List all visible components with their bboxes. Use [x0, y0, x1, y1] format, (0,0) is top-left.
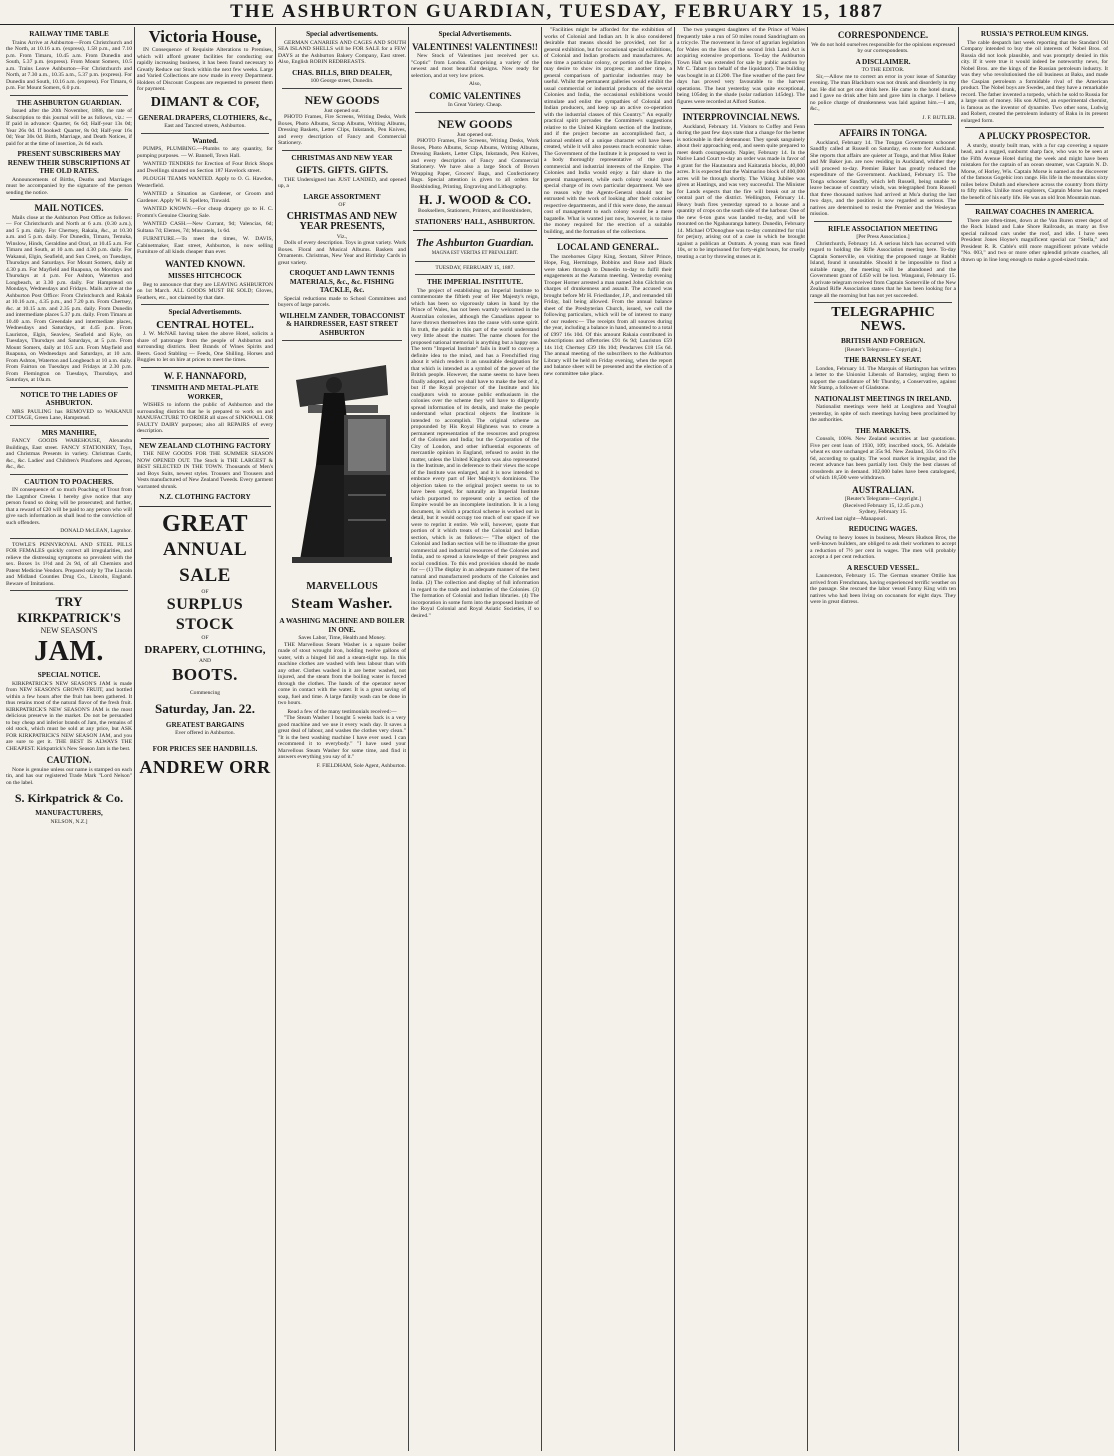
guardian-motto: MAGNA EST VERITAS ET PREVALEBIT. [431, 251, 519, 256]
hannaford-subheading: TINSMITH AND METAL-PLATE WORKER, [151, 384, 259, 401]
present-subscribers-heading: PRESENT SUBSCRIBERS MAY RENEW THEIR SUBSCRIPTIONS AT THE OLD RATES. [7, 150, 131, 175]
manufacturers-label: MANUFACTURERS, [35, 809, 103, 817]
just-opened-label-3: Just opened out. [323, 107, 361, 114]
column-2 [137, 27, 273, 1451]
wanted-cash-ad: WANTED CASH.—New Currant, 9d; Valencias, 6d; Sultana 7d; Elemes, 7d; Muscatels, 1s 6d. [137, 221, 273, 234]
nationalist-text: Nationalist meetings were held at Loughrea and Youghal yesterday, in spite of such meetings having been proclaimed by the authorities. [810, 404, 956, 423]
sole-agent-signature: F. FIELDHAM, Sole Agent, Ashburton. [316, 762, 406, 769]
saturday-date: Saturday, Jan. 22. [154, 700, 256, 716]
column-3 [278, 27, 406, 1451]
correspondence-heading: CORRESPONDENCE. [837, 30, 929, 40]
commencing-label: Commencing [189, 690, 221, 696]
hitchcock-heading: MISSES HITCHCOCK [168, 272, 242, 280]
steam-washer-heading: Steam Washer. [291, 596, 393, 612]
central-hotel-heading: CENTRAL HOTEL. [156, 318, 254, 331]
wanted-tenders-ad: WANTED TENDERS for Erection of Four Brick Shops and Dwellings situated on Section 187 Havelock street. [137, 161, 273, 174]
guardian-subscription-text: Issued after the 20th November, 1886, the rate of Subscription to this journal will be as follows, viz.: — If paid in advance: Quarter, 6s 6d; Half-year 13s 0d; Year 26s 0d. If booked: Quarter, 8s 0d; Half-year 16s 0d; Year 30s 0d. Birth, Marriage, and Death Notices, if paid for at the time of insertion, 2s 6d each. [6, 108, 132, 147]
xmas-heading: CHRISTMAS AND NEW YEAR [291, 153, 393, 162]
manhire-text: FANCY GOODS WAREHOUSE, Alexandra Buildings, East street. FANCY STATIONERY, Toys, and Christmas Presents in variety. Christmas Cards, &c., &c. Ladies' and Children's Pinafores and Aprons, &c., &c. [6, 438, 132, 470]
nz-clothing-factory: N.Z. CLOTHING FACTORY [159, 493, 251, 501]
railway-timetable-heading: RAILWAY TIME TABLE [29, 30, 109, 38]
editorial-dateline: TUESDAY, FEBRUARY 15, 1887. [435, 264, 515, 271]
new-goods-heading-3: NEW GOODS [304, 92, 380, 107]
saves-label: Saves Labor, Time, Health and Money. [298, 635, 386, 641]
plucky-prospector-text: A sturdy, stoutly built man, with a fur cap covering a square head, and a rugged, sunburnt sharp face, who was to be seen at the Fifth Avenue Hotel during the week and might have been mistaken for the captain of an ocean steamer, was Captain N. D. Morse, of Horley, Wis. Captain Morse is named as the discoverer of the famous Gogebic iron range. His life in the mountains sixty miles below Duluth and elsewhere across the country from thirty to fifty miles. Unlike most explorers, Captain Morse has reaped the benefit of his early life. He was an old Iron Mountain man. [961, 142, 1108, 201]
dimant-address: East and Tancred streets, Ashburton. [164, 123, 246, 129]
woman-washing-illustration [286, 345, 398, 575]
viz-label: Viz., [336, 233, 348, 240]
correspondence-note: We do not hold ourselves responsible for the opinions expressed by our correspondents. [811, 41, 955, 54]
arrived-text: Arrived last night—Manapouri. [816, 515, 887, 522]
jam-heading: JAM. [34, 636, 104, 667]
victoria-house-heading: Victoria House, [148, 27, 262, 46]
testimonials-label: Read a few of the many testimonials received:— [287, 708, 397, 715]
imperial-institute-text: The project of establishing an Imperial Institute to commemorate the fiftieth year of Her Majesty's reign, which has been so vigorously taken in hand by the Prince of Wales, has not been warmly welcomed in the Australian colonies, although the Canadians appear to have thrown themselves into the cause with some spirit. In truth, the public in this part of the world understand very little about the matter. The name chosen for the proposed national memorial is anything but a happy one. The term "Imperial Institute" fails in itself to convey a definite idea to the mind, and has a Frenchified ring about it which renders it an unsuitable designation for that which is intended as a symbol of the power of the British people. However, the name seems to have been finally adopted, and we shall have to make the best of it, but if the Royal projector of the Institute and his coadjutors wish to arouse public enthusiasm in the colonies over the scheme they will have to diligently spread information of its details, and make the people understand what practical objects the Institute is intended to accomplish. The original scheme as propounded by His Royal Highness was to create a permanent representation of the resources and progress of the Colonies and India; but the Corporation of the City of London, and other influential exponents of mercantile opinion in England, refused to assist in the matter, unless the United Kingdom was also represented in the Institute, and in deference to their views the scope of the Institute was enlarged, and it is now intended to embrace every part of Her Majesty's dominions. The objection taken to the original project seems to us to have been urged, for naturally an Imperial Institute which purported to represent only a section of the Empire would be an incomplete institution. It is a long document, in which a practical scheme is worked out in detail, but it would occupy too much of our space if we were to reprint it entire. We will, however, quote that portion of it which treats of the Colonial and Indian section, which is as follows:— "The object of the Colonial and Indian section will be to illustrate the great commercial and industrial resources of the Colonies and India, and to spread a knowledge of their progress and social condition. To this end provision should be made for — (1) The display in an adequate manner of the best natural and manufactured products of the Colonies and India. (2) The collection and display of full information in regard to the trade and industries of the Colonies. (3) The formation of Colonial and Indian libraries. (4) The incorporation in some form into the proposed Institute of the Royal Colonial and Royal Asiatic Societies, if so desired." [411, 287, 539, 619]
guardian-nameplate: The Ashburton Guardian. [416, 237, 534, 249]
australian-reuters: [Reuter's Telegrams—Copyright.] [844, 496, 921, 502]
column-7 [810, 27, 956, 1451]
wanted-situation-ad: WANTED a Situation as Gardener, or Groom and Gardener. Apply W. H. Spelleto, Tinwald. [137, 191, 273, 204]
local-general-text: The racehorses Gipsy King, Sextant, Silver Prince, Hope, Fog, Hermitage, Bobbins and Rose and Black were taken through to Dunedin to-day to fulfil their engagements at the Autumn meeting. Yesterday evening Trooper Horner arrested a man named John Gilchrist on charges of drunkenness and assault. The accused was brought before Mr H. Friedlander, J.P., and remanded till Friday, bail being allowed. From the annual balance sheet of the Presbyterian Church, issued, we cull the following particulars, which will be of interest to many of our readers:— The receipts from all sources during the year, including a balance in hand, amounted to a total of £997 16s 10d. Of this amount Rakaia contributed in subscriptions and offertories £91 6s 9d; Lauriston £59 14s 11d; Chertsey £39 18s 10d; Pendarves £18 15s 6d. The annual meeting of the subscribers to the Ashburton Library will be held on Friday evening, when the report and balance sheet will be presented and the election of a new committee take place. [544, 253, 672, 377]
to-editor-label: TO THE EDITOR. [861, 67, 905, 73]
rifle-text: Christchurch, February 14. A serious hitch has occurred with regard to holding the Rifle Association meeting here. To-day Captain Somerville, on visiting the proposed range at Rabbit Island, found it unsuitable. Should it be impossible to find a suitable range, the meeting will be abandoned and the Government grant of £450 will be lost. Wanganui, February 15. A private telegram received from Captain Somerville of the New Zealand Rifle Association states that he has been looking for a range all the morning but has not yet succeeded. [810, 240, 956, 299]
wanted-heading: Wanted. [192, 136, 218, 145]
tonga-heading: AFFAIRS IN TONGA. [839, 128, 927, 138]
surplus-stock-heading: SURPLUS STOCK [166, 596, 244, 633]
canaries-ad: GERMAN CANARIES AND CAGES AND SOUTH SEA ISLAND SHELLS will be FOR SALE for a FEW DAYS at the Ashburton Bakery Company, East street. Also, English ROBIN REDBREASTS. [278, 39, 406, 65]
mail-notices-text: Mails close at the Ashburton Post Office as follows:— For Christchurch and North at 6 a.m. (0.30 a.m.), and 5 p.m. daily. For Chertsey, Rakaia, &c., at 10.30 a.m. and 5 p.m. daily. For Dunedin, Timaru, Temuka, Winslow, Hinds, Geraldine and Orari, at 10.45 a.m. For Timaru and South, at 10 a.m. and 4.30 p.m. daily. For Wakanui, Elgin, Seafield, and Sun Creek, on Tuesdays, Thursdays and Saturdays. For Mount Somers, daily at 4.30 p.m. For Mayfield and Ruapuna, on Mondays and Thursdays at 4 p.m. For Ashton, Waterton and Longbeach, at 3.30 p.m. daily. For Hampstead on Mondays, Wednesdays and Fridays. Mails arrive at the Ashburton Post Office: From Christchurch and Rakaia at 10.16 a.m., 4.35 p.m., and 7.20 p.m. From Chertsey, &c. at 10.15 a.m. and 2.35 p.m. daily. From Dunedin and intermediate places 5.37 p.m. daily. From Timaru at 10.40 a.m. From Greendale and intermediate places, Wednesdays and Saturdays, at 4.45 p.m. From Lauriston, Elgin, Seaview, Seafield and Kyle, on Tuesdays, Thursdays and Saturdays, at 5 p.m. From Mount Somers, daily at 10.5 a.m. From Mayfield and Ruapuna, on Wednesdays and Saturdays, at 10 a.m. From Ashton, Waterton and Longbeach at 10 a.m. daily. From Fairton on Tuesdays and Fridays at 2.30 p.m. From Flemington on Tuesdays, Thursdays, and Saturdays, at 10a.m. [6, 214, 132, 383]
washing-machine-subheading: A WASHING MACHINE AND BOILER IN ONE. [279, 617, 405, 634]
column-4 [411, 27, 539, 1451]
hannaford-text: WISHES to inform the public of Ashburton and the surrounding districts that he is prepared to work on and MANUFACTURE TO ORDER all sizes of SINKWALL OR FAULTY DAIRY purposes; also all REPAIRS of every description. [137, 402, 273, 434]
guardian-subscription-heading: THE ASHBURTON GUARDIAN. [16, 98, 122, 107]
reducing-wages-heading: REDUCING WAGES. [848, 525, 918, 533]
reuters-label: [Reuter's Telegrams—Copyright.] [844, 346, 921, 353]
wanted-known-heading: WANTED KNOWN. [164, 258, 245, 269]
rescued-vessel-heading: A RESCUED VESSEL. [847, 563, 919, 572]
for-prices-label: FOR PRICES SEE HANDBILLS. [152, 744, 258, 753]
also-label: Also, [469, 81, 481, 87]
chas-bills-heading: CHAS. BILLS, BIRD DEALER, [292, 68, 392, 77]
just-opened-label-4: Just opened out. [456, 131, 494, 138]
special-ads-heading-3: Special advertisements. [306, 30, 378, 38]
gifts-heading: GIFTS. GIFTS. GIFTS. [295, 165, 389, 175]
ever-offered-label: Ever offered in Ashburton. [175, 730, 235, 736]
australian-heading: AUSTRALIAN. [852, 484, 914, 495]
of-label-1: OF [201, 588, 209, 595]
nz-clothing-text: THE NEW GOODS FOR THE SUMMER SEASON NOW OPENED OUT. The Stock is THE LARGEST & BEST SELECTED IN THE TOWN. Thousands of Men's and Boys Suits, newest styles. Trousers and Trousers and Vests manufactured of New Zealand Tweeds. Every garment warranted shrunk. [137, 451, 273, 490]
telegraphic-news-heading: TELEGRAPHIC NEWS. [831, 305, 935, 334]
new-season-heading: NEW SEASON'S [40, 626, 98, 635]
hannaford-heading: W. F. HANNAFORD, [163, 370, 247, 381]
imperial-institute-continued: "Facilities might be afforded for the exhibition of works of Colonial and Indian art. It is also considered desirable that means should be provided, not for a general exhibition, but for occasional special exhibitions, of Colonial and Indian products and manufactures. At one time a particular colony, or portion of the Empire, may desire to show its progress; at another time, a general comparison of particular industries may be useful. Whilst the permanent galleries would exhibit the usual commercial or industrial products of the several Colonies and India, the occasional exhibitions would stimulate and enlist the sympathies of Colonial and Indian producers, and keep up an active co-operation with the industrial classes of this Country." An equally practical spirit pervades the Committee's suggestions relative to the United Kingdom section of the Institute, and if the project become an accomplished fact, a national emblem of a unique character will have been created, while it will also possess much economic value. The Government of the Institute it is proposed to vest in a body thoroughly representative of the great commercial and industrial interests of the Empire. The Colonies and India would enjoy a fair share in the general management, while each colony would have special charge of its own particular department. We see no reason why the Agents-General should not be entrusted with the work of looking after their colonies' respective departments, and if this were done, the annual cost of management to each colony would be a mere bagatelle. What is wanted just now, however, is to raise the money required for the erection of a suitable building, and the formation of the collections. [544, 27, 672, 235]
viz-text: Dolls of every description. Toys in great variety. Work Boxes. Floral and Musical Albums. Baskets and Ornaments. Christmas, New Year and Birthday Cards in great variety. [278, 240, 406, 266]
reducing-wages-text: Owing to heavy losses in business, Messrs Hudson Bros, the well-known builders, are obliged to ask their workmen to accept a reduction of 7½ per cent in wages. The men will probably accept a 4 per cent reduction. [810, 534, 956, 560]
special-ads-heading-2: Special Advertisements. [168, 308, 242, 316]
present-subscribers-text: Announcements of Births, Deaths and Marriages must be accompanied by the signature of the person sending the notice. [6, 176, 132, 196]
barnsley-heading: THE BARNSLEY SEAT. [844, 356, 922, 364]
valentines-text: New Stock of Valentines just received per s.s. "Coptic" from London. Comprising a variety of the newest and most beautiful designs. Now ready for selection, and at very low prices. [411, 53, 539, 79]
special-reductions-text: Special reductions made to School Committees and buyers of large parcels. [278, 295, 406, 308]
special-ads-heading-4: Special Advertisements. [438, 30, 512, 38]
received-label: (Received February 15, 12.45 p.m.) [843, 502, 923, 509]
new-goods-text-3: PHOTO Frames, Fire Screens, Writing Desks, Work Boxes, Photo Albums, Scrap Albums, Writing Albums, Dressing Baskets, Letter Clips, Inkstands, Pen Knives, and every description of Fancy and Commercial Stationery. [278, 114, 406, 146]
and-label: AND [198, 657, 212, 664]
railway-coaches-heading: RAILWAY COACHES IN AMERICA. [975, 208, 1094, 216]
comic-valentines-sub: In Great Variety. Cheap. [447, 102, 503, 108]
markets-heading: THE MARKETS. [855, 426, 911, 435]
nationalist-heading: NATIONALIST MEETINGS IN IRELAND. [814, 394, 952, 403]
croquet-heading: CROQUET AND LAWN TENNIS MATERIALS, &c., &c. FISHING TACKLE, &c. [289, 269, 395, 294]
new-goods-text-4: PHOTO Frames, Fire Screens, Writing Desks, Work Boxes, Photo Albums, Scrap Albums, Writing Albums, Dressing Baskets, Letter Clips, Inkstands, Pen Knives, and every description of Fancy and Commercial Stationery. We have also a large Stock of Brown Wrapping Paper, Grocers' Bags, and Confectionery Bags. Special attention is given to all orders for Bookbinding, Printing, Engraving and Lithography. [411, 138, 539, 190]
markets-text: Consols, 100⅜. New Zealand securities at last quotations. Five per cent loan of 1930, 109; inscribed stock, 95. Adelaide wheat ex store unchanged at 35s 9d. New Zealand, 33s 6d to 37s 6d, according to quality. The wool market is irregular, and the recent advance has been partially lost. Only the best classes of crossbreds are in demand. 102,000 bales have been catalogued, of which 18,500 were withdrawn. [810, 436, 956, 481]
christmas-presents-heading: CHRISTMAS AND NEW YEAR PRESENTS, [286, 210, 398, 232]
british-foreign-heading: BRITISH AND FOREIGN. [840, 337, 926, 345]
steam-washer-text: THE Marvellous Steam Washer is a square boiler made of stout wrought iron, holding twelve gallons of water, with a hinged lid and a steam-tight top. In this machine clothes are washed with less labour than with any other. Clothes washed in it are better washed, not injured, and the steam from the boiling water is forced through the clothes. The hands of the operator never come in contact with the water. It is a great saving of soap, fuel and time. A large family wash can be done in two hours. [278, 641, 406, 706]
drapery-clothing-heading: DRAPERY, CLOTHING, [144, 643, 266, 656]
valentines-heading: VALENTINES! VALENTINES!! [412, 41, 538, 52]
railway-coaches-text: There are often-times, down at the Van Buren street depot of the Rock Island and Lake Shore Railroads, as many as five special railroad cars under the roof, and idle. I have seen President Jones Hoyne's magnificent special car "Stella," and President R. R. Cable's still more magnificent private vehicle "No. 003," and two or more other splendid private coaches, all drawn up in line long enough to make a good-sized train. [961, 217, 1108, 263]
column-8 [961, 27, 1108, 1451]
try-heading: TRY [55, 594, 83, 609]
column-1 [6, 27, 132, 1451]
caution-poachers-text: IN consequence of so much Poaching of Trout from the Lagmhor Creeks I hereby give notice that any person found so doing will be prosecuted; and further, that a reward of £20 will be paid to any person who will give such information as shall lead to the conviction of such offenders. [6, 487, 132, 526]
russia-petroleum-text: The cable despatch last week reporting that the Standard Oil Company intended to buy the oil interests of Nobel Bros. of Russia did not look plausible, and was promptly denied in this city. If it were true it would indeed be noteworthy news, for Nobel Bros. are the kings of the Russian petroleum industry. It was they who revolutionised the oil business at Baku, and made the Caspian petroleum a formidable rival of the American product. The Nobel boys are Swedes, and they have a remarkable record. The father invented a torpedo, which he sold to Russia for a large sum of money. His son Alfred, an experimental chemist, is famous as the inventor of dynamite. Two other sons, Ludwig and Robert, created the petroleum industry of Baku in its present enlarged form. [961, 39, 1108, 124]
andrew-orr-heading: ANDREW ORR [139, 757, 271, 777]
rifle-heading: RIFLE ASSOCIATION MEETING [828, 224, 938, 233]
dimant-subheading: GENERAL DRAPERS, CLOTHIERS, &c., [138, 113, 272, 122]
imperial-institute-heading: THE IMPERIAL INSTITUTE. [426, 278, 524, 286]
dimant-heading: DIMANT & COF, [150, 94, 260, 110]
tonga-text: Auckland, February 14. The Tongan Government schooner Sandfly called at Russell on Saturday, en route for Auckland. She reports that affairs are quieter at Tonga, and that Miss Baker and Mr Baker jun. are now residing in Auckland, whither they will proceed to-day. Premier Baker has greatly reduced the expenditure of the Government. Auckland, February 15. The Tonga schooner Sandfly, which left Russell, being unable to leave because of contrary winds, was telegraphed from Russell that three thousand natives had arrived at Mu'a during the last two days, and the position is now regarded as serious. The natives are determined to resist the Premier and the Wesleyan mission. [810, 139, 956, 217]
hjwood-subheading: Booksellers, Stationers, Printers, and Bookbinders, [417, 208, 533, 214]
marvellous-heading: MARVELLOUS [306, 581, 378, 592]
furniture-ad: FURNITURE.—To meet the times, W. DAVIS, Cabinetmaker, East street, Ashburton, is now selling Furniture of all kinds cheaper than ever. [137, 236, 273, 255]
comic-valentines-heading: COMIC VALENTINES [429, 90, 521, 101]
disclaimer-signature: J. F. BUTLER. [922, 114, 956, 121]
chas-bills-address: 100 George street, Dunedin. [310, 78, 374, 84]
kirkpatrick-company: S. Kirkpatrick & Co. [14, 791, 124, 805]
column-6 [677, 27, 805, 1451]
large-assortment-heading: LARGE ASSORTMENT [303, 192, 381, 201]
disclaimer-text: Sir,—Allow me to correct an error in your issue of Saturday evening. The man Blackburn was not drunk and disorderly in my bar. He did not get one drink here. He came to the hotel drunk, and I gave no drink after him and gave him in charge. I believe no police charge of drunkenness was laid against him.—I am, &c., [810, 73, 956, 112]
rifle-subheading: [Per Press Association.] [856, 234, 910, 240]
general-news-text: The two youngest daughters of the Prince of Wales frequently take a run of 50 miles round Sandringham on a tricycle. The movement in favor of agrarian legislation for Wales on the lines of the second Irish Land Act is acquiring extensive proportions. To-day the Ashburton Town Hall was extended for sale by public auction by Mr C. Tabart (on behalf of the liquidator). The building was bought in at £1200. The fine weather of the past few days has proved very favourable to the harvest operations. The heat yesterday was quite exceptional, being 105deg in the shade (solar radiation 145deg). The figures were recorded at Alford Station. [677, 27, 805, 105]
boots-heading: BOOTS. [172, 665, 238, 684]
hitchcock-text: Beg to announce that they are LEAVING ASHBURTON on 1st March. ALL GOODS MUST BE SOLD; Gloves, Feathers, etc., not claimed by that date. [137, 281, 273, 301]
caution-text: None is genuine unless our name is stamped on each tin, and has our registered Trade Mark "Lord Nelson" on the label. [6, 766, 132, 786]
local-general-heading: LOCAL AND GENERAL. [557, 242, 659, 252]
special-notice-heading: SPECIAL NOTICE. [37, 671, 101, 679]
annual-sale-heading: ANNUAL SALE [162, 538, 248, 586]
caution-poachers-heading: CAUTION TO POACHERS. [24, 477, 114, 486]
central-hotel-text: J. W. McNAE having taken the above Hotel, solicits a share of patronage from the people of Ashburton and surrounding districts. Best Brands of Wines Spirits and Beers. Good Stabling — Feeds, One Shilling. Horses and Buggies to let on hire at prices to meet the times. [137, 331, 273, 363]
ladies-notice-text: MRS PAULING has REMOVED to WAKANUI COTTAGE, Green Lane, Hampstead. [6, 408, 132, 421]
of-label-2: OF [201, 635, 209, 641]
nelson-label: NELSON, N.Z.] [50, 818, 88, 825]
hjwood-heading: H. J. WOOD & CO. [418, 192, 532, 207]
rescued-vessel-text: Launceston, February 15. The German steamer Ottilie has arrived from Frenchmans, having experienced terrific weather on the passage. She rescued the labor vessel Fanny King with ten natives who had been living on cocoanuts for eight days. They were in great distress. [810, 573, 956, 605]
towle-pills-text: TOWLE'S PENNYROYAL AND STEEL PILLS FOR FEMALES quickly correct all irregularities, and relieve the distressing symptoms so prevalent with the sex. Boxes 1s 1½d and 2s 9d, of all Chemists and Patent Medicine Vendors. Prepared only by The Lincoln and Midland Counties Drug Co., Lincoln, England. Beware of Imitations. [6, 541, 132, 587]
wilhelm-zander-heading: WILHELM ZANDER, TOBACCONIST & HAIRDRESSER, EAST STREET ASHBURTON [279, 311, 405, 337]
of-label-3: OF [338, 202, 346, 208]
sydney-dateline: Sydney, February 15. [859, 509, 907, 515]
hjwood-address: STATIONERS' HALL, ASHBURTON. [415, 217, 535, 226]
plucky-prospector-heading: A PLUCKY PROSPECTOR. [978, 131, 1091, 141]
kirkpatrick-text: KIRKPATRICK'S NEW SEASON'S JAM is made from NEW SEASON'S GROWN FRUIT, and bottled within a few hours after the fruit has been gathered. It thus retains most of the natural flavor of the fresh fruit. KIRKPATRICK'S NEW SEASON'S JAM is the most delicious preserve in the market. Do not be persuaded to buy cheap and inferior brands of Jam, the remains of old stock, which must be sold at any price, but ASK FOR KIRKPATRICK'S NEW SEASON JAM, and you are sure to get it. THE BEST IS ALWAYS THE CHEAPEST. Kirkpatrick's New Season Jam is the best. [6, 680, 132, 752]
new-goods-heading-4: NEW GOODS [437, 116, 513, 131]
caution-poachers-signature: DONALD McLEAN, Lagmhor. [60, 528, 132, 534]
disclaimer-heading: A DISCLAIMER. [855, 57, 911, 66]
plough-teams-ad: PLOUGH TEAMS WANTED. Apply to O. G. Hawdon, Westerfield. [137, 176, 273, 189]
nz-clothing-heading: NEW ZEALAND CLOTHING FACTORY [139, 441, 271, 450]
mail-notices-heading: MAIL NOTICES. [34, 203, 104, 213]
column-5 [544, 27, 672, 1451]
victoria-house-text: IN Consequence of Requisite Alterations to Premises, which will afford greater facilities for conducting our rapidly increasing business, it has been found necessary to Greatly Reduce our Stock within the next few weeks. Large and Varied Collections are now made in every Department. Holders of Discount Coupons are requested to present them for payment. [137, 47, 273, 92]
ladies-notice-heading: NOTICE TO THE LADIES OF ASHBURTON. [20, 390, 118, 407]
great-heading: GREAT [161, 510, 249, 537]
interprovincial-heading: INTERPROVINCIAL NEWS. [682, 112, 800, 122]
kirkpatrick-heading: KIRKPATRICK'S [17, 610, 121, 625]
testimonials-text: "The Steam Washer I bought 5 weeks back is a very good machine and we use it every wash day. It saves a great deal of labour, and washes the clothes very clean." "It is the best washing machine I have ever used. I can recommend it to everybody." "I have used your Marvellous Steam Washer for some time, and find it answers everything you say of it." [278, 715, 406, 760]
barnsley-text: London, February 14. The Marquis of Hartington has written a letter to the Unionist Liberals of Barnsley, urging them to support the candidature of Mr Thursby, a Conservative, against Mr Stamp, a follower of Gladstone. [810, 365, 956, 391]
railway-timetable-text: Trains Arrive at Ashburton—From Christchurch and the North, at 10.16 a.m. (express), 1.58 p.m., and 7.10 p.m. From Timaru, 10.45 a.m. From Dunedin and South, 5.37 p.m. (express). From Mount Somers, 10.5 a.m. Trains Leave Ashburton—For Christchurch and North, at 7.30 a.m., 10.35 a.m., 5.37 p.m. (express). For Dunedin and South, 10.16 a.m. (express). For Timaru, 6 p.m. For Mount Somers, 6.0 p.m. [6, 39, 132, 91]
interprovincial-text: Auckland, February 14. Visitors to Coffey and Fenn during the past few days state that a change for the better is noticeable in their demeanour. They speak sanguinely about their approaching end, and seem quite prepared to meet death courageously. Napier, February 14. In the Native Land Court to-day an order was made in favor of a grant for the Hautautara and Kaitaratia blocks, 40,000 acres. It is expected that the Waimarino block of 400,000 acres will be through shortly. The Viking Jubilee was given at Hastings, and was very successful. The Minister for Lands expects that the fire will break out at the central part of the district. Wellington, February 14. Heavy bush fires yesterday spread to a house and a quantity of crops on the south side of the harbour. One of the new 6-ton guns was landed to-day, and will be mounted on the Ngahauranga battery. Dunedin, February 14. Michael O'Donoghue was to-day committed for trial for perjury, arising out of a case in which he brought against a publican at Outram. A young man was fined 10s, or to be imprisoned for forty-eight hours, for cruelly treating a cat by throwing stones at it. [677, 123, 805, 260]
page-columns [6, 27, 1108, 1451]
caution-heading: CAUTION. [46, 755, 92, 765]
gifts-text: THE Undersigned has JUST LANDED, and opened up, a [278, 176, 406, 189]
masthead: THE ASHBURTON GUARDIAN, TUESDAY, FEBRUARY 15, 1887 [0, 0, 1114, 25]
manhire-heading: MRS MANHIRE, [41, 428, 97, 437]
greatest-bargains-heading: GREATEST BARGAINS [165, 720, 245, 729]
russia-petroleum-heading: RUSSIA'S PETROLEUM KINGS. [980, 30, 1089, 38]
pumps-ad: PUMPS, PLUMBING.—Plumbs to any quantity, for pumping purposes. — W. Bannell, Town Hall. [137, 146, 273, 159]
wanted-known-ad: WANTED KNOWN.—For cheap drapery go to H. C. Fromm's Genuine Clearing Sale. [137, 206, 273, 219]
